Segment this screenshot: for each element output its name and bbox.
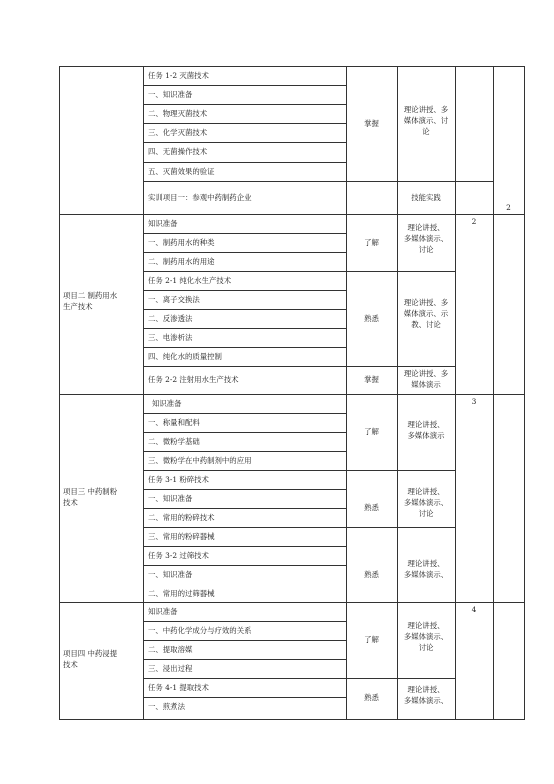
table-cell: 五、灭菌效果的验证 (148, 167, 215, 176)
practice-item: 实训项目一：参观中药制药企业 (148, 193, 252, 202)
teaching-method: 理论讲授、 多媒体演示、 讨论 (403, 621, 449, 652)
table-cell: 三、常用的粉碎器械 (148, 532, 215, 541)
table-cell: 一、知识准备 (148, 90, 193, 99)
hours-cell: 3 (471, 397, 477, 406)
table-cell: 二、物理灭菌技术 (148, 109, 208, 118)
table-border-right (524, 66, 525, 720)
table-cell: 任务 2-1 纯化水生产技术 (148, 276, 232, 285)
requirement-level: 熟悉 (364, 314, 379, 323)
hours-cell: 2 (471, 217, 477, 226)
table-cell: 知识准备 (152, 399, 182, 408)
table-cell: 三、电渗析法 (148, 333, 193, 342)
teaching-method: 理论讲授、 多媒体演示、 (403, 685, 449, 705)
table-cell: 二、制药用水的用途 (148, 257, 215, 266)
table-cell: 二、提取溶媒 (148, 645, 193, 654)
table-cell: 一、制药用水的种类 (148, 238, 215, 247)
column-divider (493, 66, 494, 720)
table-border-left (59, 66, 60, 720)
table-cell: 一、煎煮法 (148, 702, 185, 711)
practice-method: 技能实践 (411, 193, 441, 202)
table-cell: 一、离子交换法 (148, 295, 200, 304)
requirement-level: 掌握 (364, 375, 379, 384)
hours-cell: 4 (471, 605, 477, 614)
requirement-level: 了解 (364, 427, 379, 436)
requirement-level: 熟悉 (364, 693, 379, 702)
teaching-method: 理论讲授、多 媒体演示、讨 论 (403, 105, 449, 136)
table-border-bottom (59, 719, 524, 720)
column-divider (455, 66, 456, 720)
teaching-method: 理论讲授、 多媒体演示 (407, 420, 445, 440)
teaching-method: 理论讲授、多 媒体演示、示 教、讨论 (403, 298, 449, 329)
table-cell: 知识准备 (148, 219, 178, 228)
table-cell: 任务 3-2 过筛技术 (148, 551, 209, 560)
table-cell: 二、常用的粉碎技术 (148, 513, 215, 522)
teaching-method: 理论讲授、 多媒体演示、 (403, 559, 449, 579)
teaching-method: 理论讲授、 多媒体演示、 讨论 (403, 487, 449, 518)
table-cell: 一、知识准备 (148, 570, 193, 579)
table-cell: 知识准备 (148, 607, 178, 616)
table-border-top (59, 66, 524, 67)
table-cell: 任务 1-2 灭菌技术 (148, 71, 209, 80)
table-cell: 任务 3-1 粉碎技术 (148, 475, 209, 484)
table-cell: 任务 4-1 提取技术 (148, 683, 209, 692)
requirement-level: 熟悉 (364, 570, 379, 579)
table-cell: 三、浸出过程 (148, 664, 193, 673)
table-cell: 三、微粉学在中药制剂中的应用 (148, 456, 252, 465)
table-cell: 二、常用的过筛器械 (148, 589, 215, 598)
requirement-level: 掌握 (364, 119, 379, 128)
section-divider (59, 394, 524, 395)
teaching-method: 理论讲授、 多媒体演示、 讨论 (403, 223, 449, 254)
table-cell: 四、无菌操作技术 (148, 147, 208, 156)
project-title: 项目二 制药用水 生产技术 (63, 291, 118, 311)
table-cell: 二、反渗透法 (148, 314, 193, 323)
requirement-level: 熟悉 (364, 503, 379, 512)
syllabus-table (59, 66, 524, 720)
table-cell: 任务 2-2 注射用水生产技术 (148, 375, 239, 384)
table-cell: 一、知识准备 (148, 494, 193, 503)
section-divider (59, 602, 524, 603)
table-cell: 二、微粉学基础 (148, 437, 200, 446)
section-divider (59, 214, 524, 215)
requirement-level: 了解 (364, 635, 379, 644)
project-title: 项目四 中药浸提 技术 (63, 649, 118, 669)
table-cell: 四、纯化水的质量控制 (148, 352, 222, 361)
requirement-level: 了解 (364, 238, 379, 247)
table-cell: 一、称量和配料 (148, 418, 200, 427)
table-cell: 三、化学灭菌技术 (148, 128, 208, 137)
table-cell: 一、中药化学成分与疗效的关系 (148, 626, 252, 635)
column-divider (346, 66, 347, 720)
teaching-method: 理论讲授、多 媒体演示 (403, 369, 449, 389)
project-title: 项目三 中药制粉 技术 (63, 487, 118, 507)
hours-cell: 2 (506, 203, 511, 212)
